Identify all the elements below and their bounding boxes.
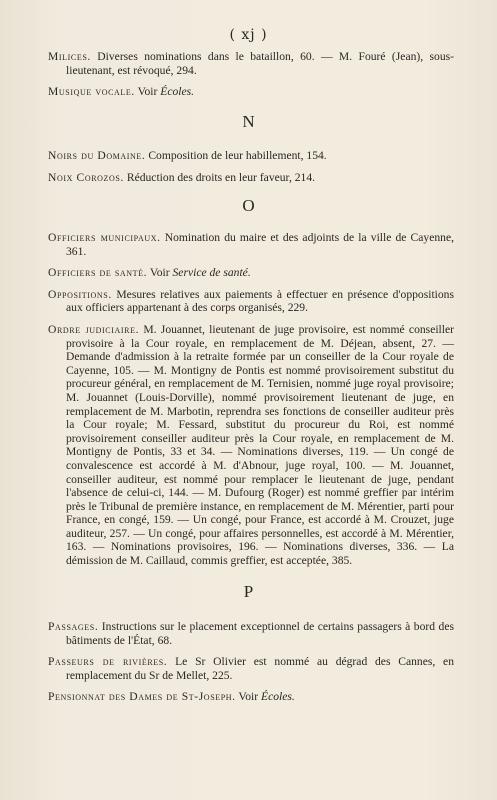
entry-head: Milices. [48, 50, 91, 63]
entry-head: Pensionnat des Dames de St-Joseph. [48, 690, 236, 704]
entry-passages [48, 620, 454, 647]
entry-text: Composition de leur habillement, 154. [145, 149, 327, 162]
entry-text: Voir [147, 266, 173, 280]
entry-text: Voir [235, 690, 261, 704]
entry-head: Officiers de santé. [48, 266, 148, 280]
entry-oppositions [48, 288, 454, 315]
entry-milices [48, 50, 454, 77]
entry-musique-vocale [48, 85, 454, 99]
entry-text: Réduction des droits en leur faveur, 214. [123, 170, 316, 184]
section-letter-p: P [243, 582, 254, 601]
entry-ordre-judiciaire [48, 323, 454, 568]
entry-text: Mesures relatives aux paiements à effectuer en présence d'oppositions aux officiers appartenant à des corps organisés, 229. [66, 287, 454, 315]
entry-officiers-de-sante [48, 266, 454, 280]
entry-reference: Service de santé. [172, 266, 251, 280]
entry-reference: Écoles. [160, 85, 195, 99]
entry-text: Instructions sur le placement exceptionnel de certains passagers à bord des bâtiments de l'État, 68. [66, 620, 454, 647]
entry-text: Diverses nominations dans le bataillon, 60. — M. Fouré (Jean), sous-lieutenant, est révoqué, 294. [66, 50, 454, 77]
section-p [48, 620, 454, 712]
entry-noix-corozos [48, 171, 454, 185]
entry-head: Passeurs de rivières. [48, 655, 168, 669]
entry-head: Noirs du Domaine. [48, 149, 146, 162]
entry-head: Officiers municipaux. [48, 231, 161, 244]
section-letter-o: O [242, 196, 255, 215]
entry-head: Musique vocale. [48, 85, 135, 99]
page-number: ( xj ) [229, 27, 268, 43]
section-n [48, 149, 454, 192]
entry-text: Le Sr Olivier est nommé au dégrad des Cannes, en remplacement du Sr de Mellet, 225. [66, 655, 454, 682]
entry-noirs-du-domaine [48, 149, 454, 163]
entry-head: Ordre judiciaire. [48, 322, 140, 336]
entry-reference: Écoles. [261, 690, 295, 704]
entry-text: Nomination du maire et des adjoints de la ville de Cayenne, 361. [66, 231, 454, 258]
entry-head: Passages. [48, 620, 99, 633]
section-letter-n: N [242, 112, 255, 131]
section-m [48, 50, 454, 107]
entry-head: Noix Corozos. [48, 170, 124, 184]
entry-head: Oppositions. [48, 287, 112, 301]
section-o [48, 231, 454, 576]
entry-text: Voir [134, 85, 161, 99]
entry-passeurs-de-rivieres [48, 655, 454, 682]
entry-text: M. Jouannet, lieutenant de juge provisoire, est nommé conseiller provisoire à la Cour royale, en remplacement de M. Déjean, absent, 27. — Demande d'admission à la retraite formée par un conseiller de la Cour royale de Cayenne, 105. — M. Montigny de Pontis est nommé provisoirement substitut du procureur général, en remplacement de M. Ternisien, nommé juge royal provisoire; M. Jouannet (Louis-Dorville), nommé provisoirement lieutenant de juge, en remplacement de M. Marbotin, reprendra ses fonctions de conseiller auditeur près la Cour royale; M. Fessard, substitut du procureur du Roi, est nommé provisoirement conseiller auditeur près la Cour royale, en remplacement de M. Montigny de Pontis, 33 et 34. — Nominations diverses, 119. — Un congé de convalescence est accordé à M. d'Abnour, juge royal, 100. — M. Jouannet, conseiller auditeur, est nommé pour remplacer le lieutenant de juge, pendant l'absence de celui-ci, 144. — M. Dufourg (Roger) est nommé greffier par intérim près le Tribunal de première instance, en remplacement de M. Mérentier, parti pour France, en congé, 159. — Un congé, pour France, est accordé à M. Crouzet, juge auditeur, 257. — Un congé, pour affaires personnelles, est accordé à M. Mérentier, 163. — Nominations provisoires, 196. — Nominations diverses, 336. — La démission de M. Caillaud, commis greffier, est acceptée, 385. [66, 322, 455, 568]
entry-pensionnat [48, 690, 454, 704]
entry-officiers-municipaux [48, 231, 454, 258]
